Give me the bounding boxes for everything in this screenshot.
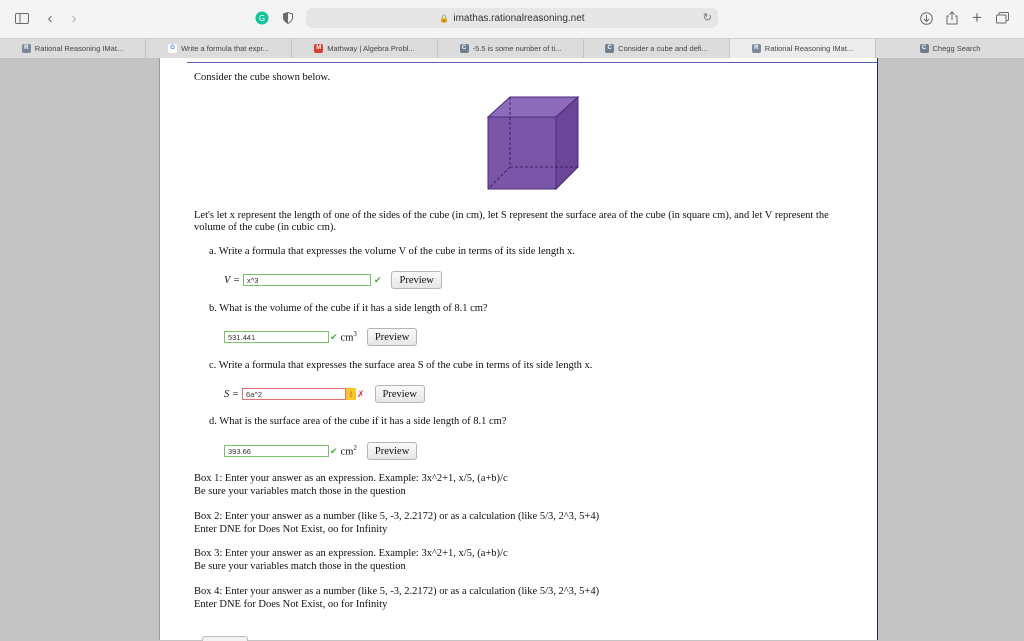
unit-label xyxy=(341,330,357,344)
box2-help-line1: Box 2: Enter your answer as a number (like 5, -3, 2.2172) or as a calculation (like 5/3, 2^3, 5+4) xyxy=(194,511,600,522)
variable-label: S = xyxy=(224,388,239,400)
unit-label xyxy=(341,444,357,458)
chegg-icon: C xyxy=(920,44,929,53)
tab-label: -5.5 is some number of ti... xyxy=(472,44,562,53)
tab-google[interactable] xyxy=(146,39,292,58)
tab-overview-icon[interactable] xyxy=(994,9,1010,27)
lock-icon: 🔒 xyxy=(439,13,450,23)
download-icon[interactable] xyxy=(919,9,933,27)
rational-reasoning-icon: R xyxy=(22,44,31,53)
back-icon[interactable]: ‹ xyxy=(47,9,53,27)
tab-chegg-question-2[interactable] xyxy=(584,39,730,58)
tab-label: Rational Reasoning IMat... xyxy=(764,44,854,53)
variable-label: V = xyxy=(224,274,240,286)
preview-button-4[interactable]: Preview xyxy=(367,442,417,460)
box3-help-line2: Be sure your variables match those in the question xyxy=(194,561,406,572)
definition-text: Let's let x represent the length of one of the sides of the cube (in cm), let S represent the surface area of the cube (in square cm), and let V represent the volume of the cube (in cubic cm). xyxy=(194,210,829,233)
answer-input-box4[interactable]: 393.66 xyxy=(224,445,329,457)
share-icon[interactable] xyxy=(945,9,959,27)
answer-input-box3[interactable]: 6a^2 xyxy=(242,388,346,400)
box3-help xyxy=(194,547,508,573)
unit-exponent: 2 xyxy=(353,444,357,453)
check-icon: ✔ xyxy=(373,274,382,285)
preview-button-1[interactable]: Preview xyxy=(391,271,441,289)
box4-help-line2: Enter DNE for Does Not Exist, oo for Infinity xyxy=(194,599,388,610)
tab-label: Write a formula that expr... xyxy=(181,44,269,53)
box3-help-line1: Box 3: Enter your answer as an expression. Example: 3x^2+1, x/5, (a+b)/c xyxy=(194,548,508,559)
answer-row-d xyxy=(224,442,417,460)
box2-help-line2: Enter DNE for Does Not Exist, oo for Infinity xyxy=(194,524,388,535)
tab-bar xyxy=(0,38,1024,59)
unit-text: cm xyxy=(340,446,354,458)
answer-row-a xyxy=(224,271,442,289)
submit-button[interactable] xyxy=(202,636,248,641)
question-d: d. What is the surface area of the cube if it has a side length of 8.1 cm? xyxy=(209,416,507,427)
preview-button-3[interactable]: Preview xyxy=(375,385,425,403)
tab-label: Chegg Search xyxy=(932,44,981,53)
warning-icon[interactable]: ! xyxy=(346,388,356,400)
chegg-icon: C xyxy=(605,44,614,53)
tab-label: Consider a cube and defi... xyxy=(618,44,708,53)
box1-help xyxy=(194,472,508,498)
answer-row-b xyxy=(224,328,417,346)
reload-icon[interactable]: ↻ xyxy=(702,12,712,24)
new-tab-icon[interactable]: + xyxy=(972,8,982,27)
box1-help-line2: Be sure your variables match those in the question xyxy=(194,486,406,497)
tab-mathway[interactable] xyxy=(292,39,438,58)
forward-icon[interactable]: › xyxy=(71,9,77,27)
answer-row-c xyxy=(224,385,425,403)
chegg-icon: C xyxy=(460,44,469,53)
cube-image xyxy=(486,95,580,191)
question-page xyxy=(159,58,878,640)
check-icon: ✔ xyxy=(330,331,338,342)
shield-icon[interactable] xyxy=(282,9,294,27)
tab-label: Mathway | Algebra Probl... xyxy=(327,44,415,53)
box4-help xyxy=(194,585,599,611)
question-c: c. Write a formula that expresses the surface area S of the cube in terms of its side length x. xyxy=(209,360,593,371)
check-icon: ✔ xyxy=(330,445,338,456)
mathway-icon: M xyxy=(316,45,322,51)
answer-input-box2[interactable]: 531.441 xyxy=(224,331,329,343)
answer-input-box1[interactable]: x^3 xyxy=(243,274,371,286)
unit-exponent: 3 xyxy=(353,330,357,339)
preview-button-2[interactable]: Preview xyxy=(367,328,417,346)
tab-chegg-question-1[interactable] xyxy=(438,39,584,58)
rational-reasoning-icon: R xyxy=(752,44,761,53)
box1-help-line1: Box 1: Enter your answer as an expression. Example: 3x^2+1, x/5, (a+b)/c xyxy=(194,473,508,484)
browser-toolbar xyxy=(0,0,1024,38)
box4-help-line1: Box 4: Enter your answer as a number (like 5, -3, 2.2172) or as a calculation (like 5/3, 2^3, 5+4) xyxy=(194,586,600,597)
divider xyxy=(187,62,877,63)
box2-help xyxy=(194,510,599,536)
tab-rational-reasoning-2[interactable] xyxy=(730,39,876,58)
question-b: b. What is the volume of the cube if it has a side length of 8.1 cm? xyxy=(209,303,488,314)
unit-text: cm xyxy=(340,332,354,344)
google-icon: G xyxy=(168,44,177,53)
incorrect-icon: ✗ xyxy=(356,388,365,399)
tab-rational-reasoning-1[interactable] xyxy=(0,39,146,58)
grammarly-icon[interactable] xyxy=(254,9,270,27)
url-text: imathas.rationalreasoning.net xyxy=(453,12,585,24)
svg-text:G: G xyxy=(258,14,266,23)
sidebar-icon[interactable] xyxy=(14,9,30,27)
question-a: a. Write a formula that expresses the volume V of the cube in terms of its side length x. xyxy=(209,246,575,257)
tab-label: Rational Reasoning IMat... xyxy=(34,44,124,53)
tab-chegg-search[interactable] xyxy=(876,39,1024,58)
intro-text: Consider the cube shown below. xyxy=(194,72,331,83)
address-bar[interactable] xyxy=(306,8,718,28)
